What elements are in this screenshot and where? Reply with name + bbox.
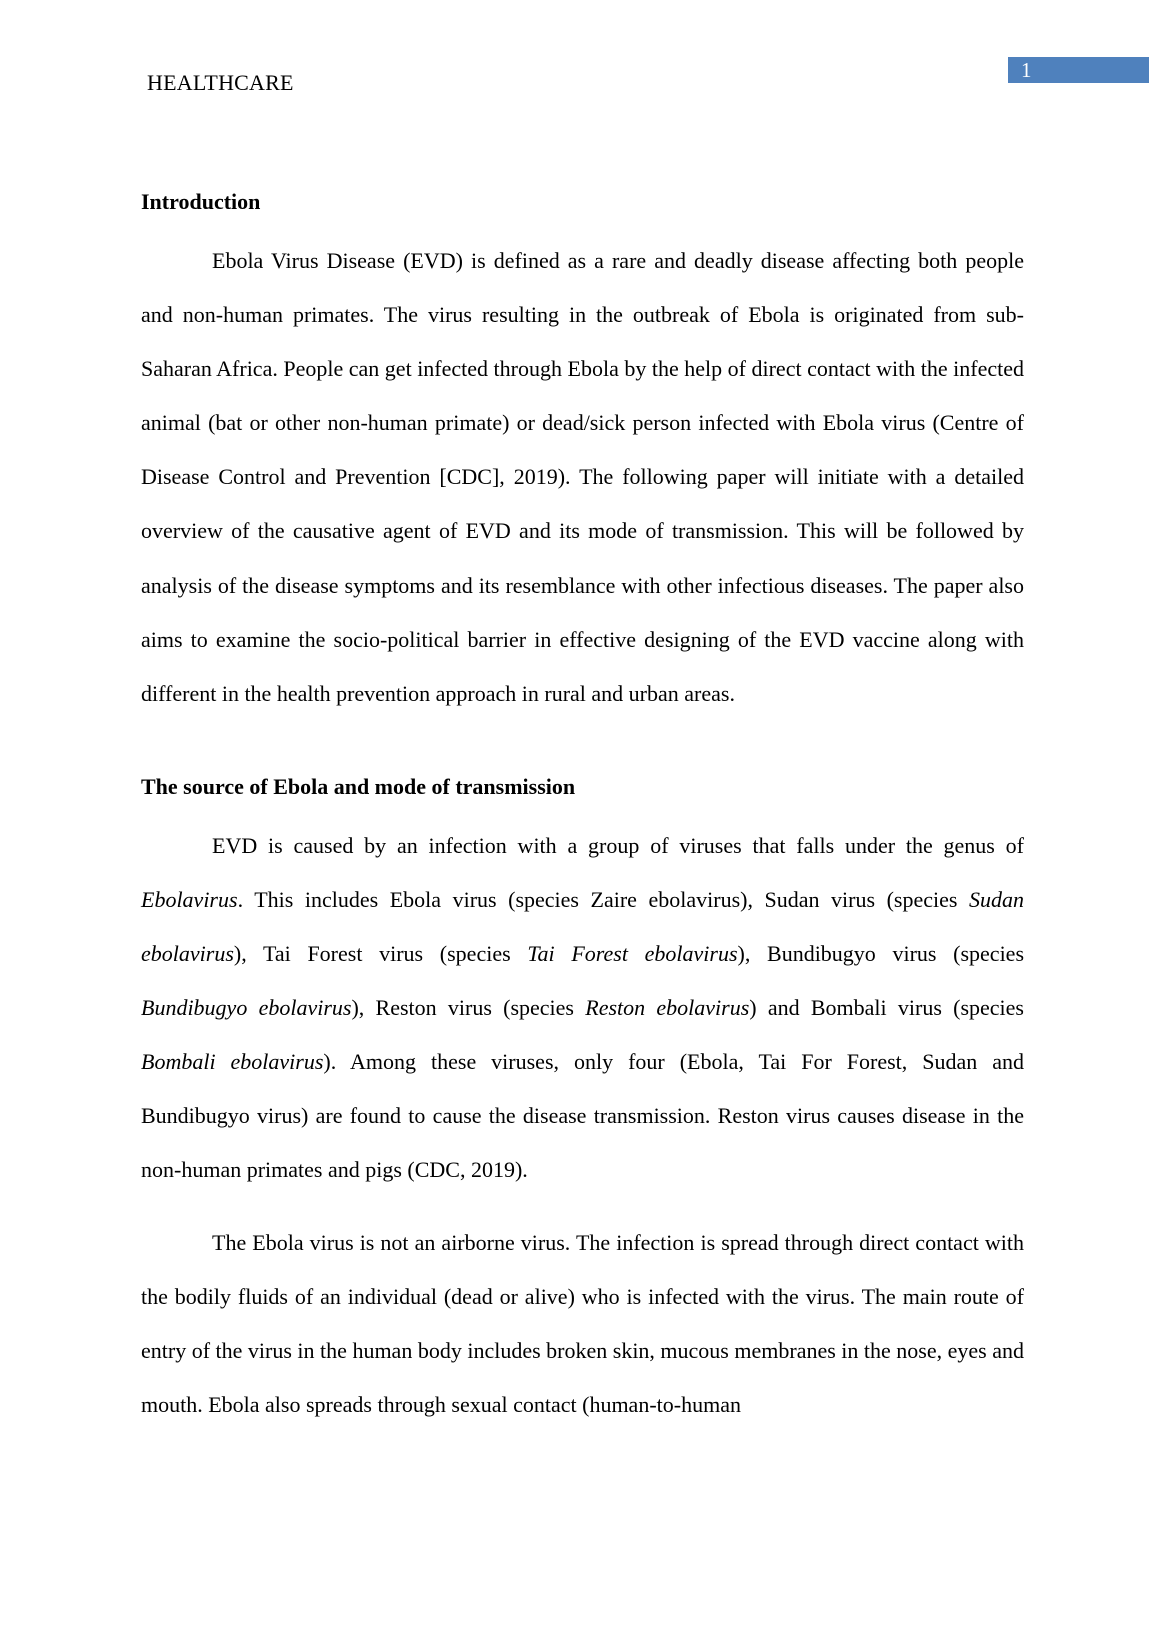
running-head: HEALTHCARE — [147, 70, 294, 95]
italic-genus-name: Ebolavirus — [141, 886, 238, 912]
italic-species-name: Bundibugyo ebolavirus — [141, 995, 352, 1021]
italic-species-name: Reston ebolavirus — [585, 995, 750, 1021]
paragraph-introduction: Ebola Virus Disease (EVD) is defined as a rare and deadly disease affecting both people and non-human primates. The virus resulting in the outbreak of Ebola is originated from sub-Saharan Africa. People can get infected through Ebola by the help of direct contact with the infected animal (bat or other non-human primate) or dead/sick person infected with Ebola virus (Centre of Disease Control and Prevention [CDC], 2019). The following paper will initiate with a detailed overview of the causative agent of EVD and its mode of transmission. This will be followed by analysis of the disease symptoms and its resemblance with other infectious diseases. The paper also aims to examine the socio-political barrier in effective designing of the EVD vaccine along with different in the health prevention approach in rural and urban areas. — [141, 248, 1024, 706]
text-segment: EVD is caused by an infection with a group of viruses that falls under the genus of — [212, 832, 1024, 858]
text-segment: ). Among these viruses, only four (Ebola, Tai For Forest, Sudan and Bundibugyo virus) are found to cause the disease transmission. Reston virus causes disease in the non-human primates and pigs (CDC, 2019). — [141, 1049, 1024, 1183]
text-segment: ), Tai Forest virus (species — [233, 941, 528, 967]
italic-species-name: Tai Forest ebolavirus — [527, 941, 738, 967]
text-segment: ) and Bombali virus (species — [749, 995, 1024, 1021]
paragraph-ebolavirus-species — [141, 819, 1024, 1198]
italic-species-name: Bombali ebolavirus — [141, 1049, 324, 1075]
page-number: 1 — [1008, 57, 1149, 83]
paragraph-transmission-routes: The Ebola virus is not an airborne virus. The infection is spread through direct contact with the bodily fluids of an individual (dead or alive) who is infected with the virus. The main route of entry of the virus in the human body includes broken skin, mucous membranes in the nose, eyes and mouth. Ebola also spreads through sexual contact (human-to-human — [141, 1229, 1024, 1417]
text-segment: ), Reston virus (species — [351, 995, 586, 1021]
text-segment: . This includes Ebola virus (species Zaire ebolavirus), Sudan virus (species — [237, 886, 969, 912]
document-body — [141, 182, 1024, 1432]
italic-species-name: Sudan ebolavirus — [141, 886, 1024, 967]
section-heading-introduction: Introduction — [141, 189, 261, 214]
section-heading-source-transmission: The source of Ebola and mode of transmission — [141, 773, 576, 799]
text-segment: ), Bundibugyo virus (species — [737, 941, 1025, 967]
